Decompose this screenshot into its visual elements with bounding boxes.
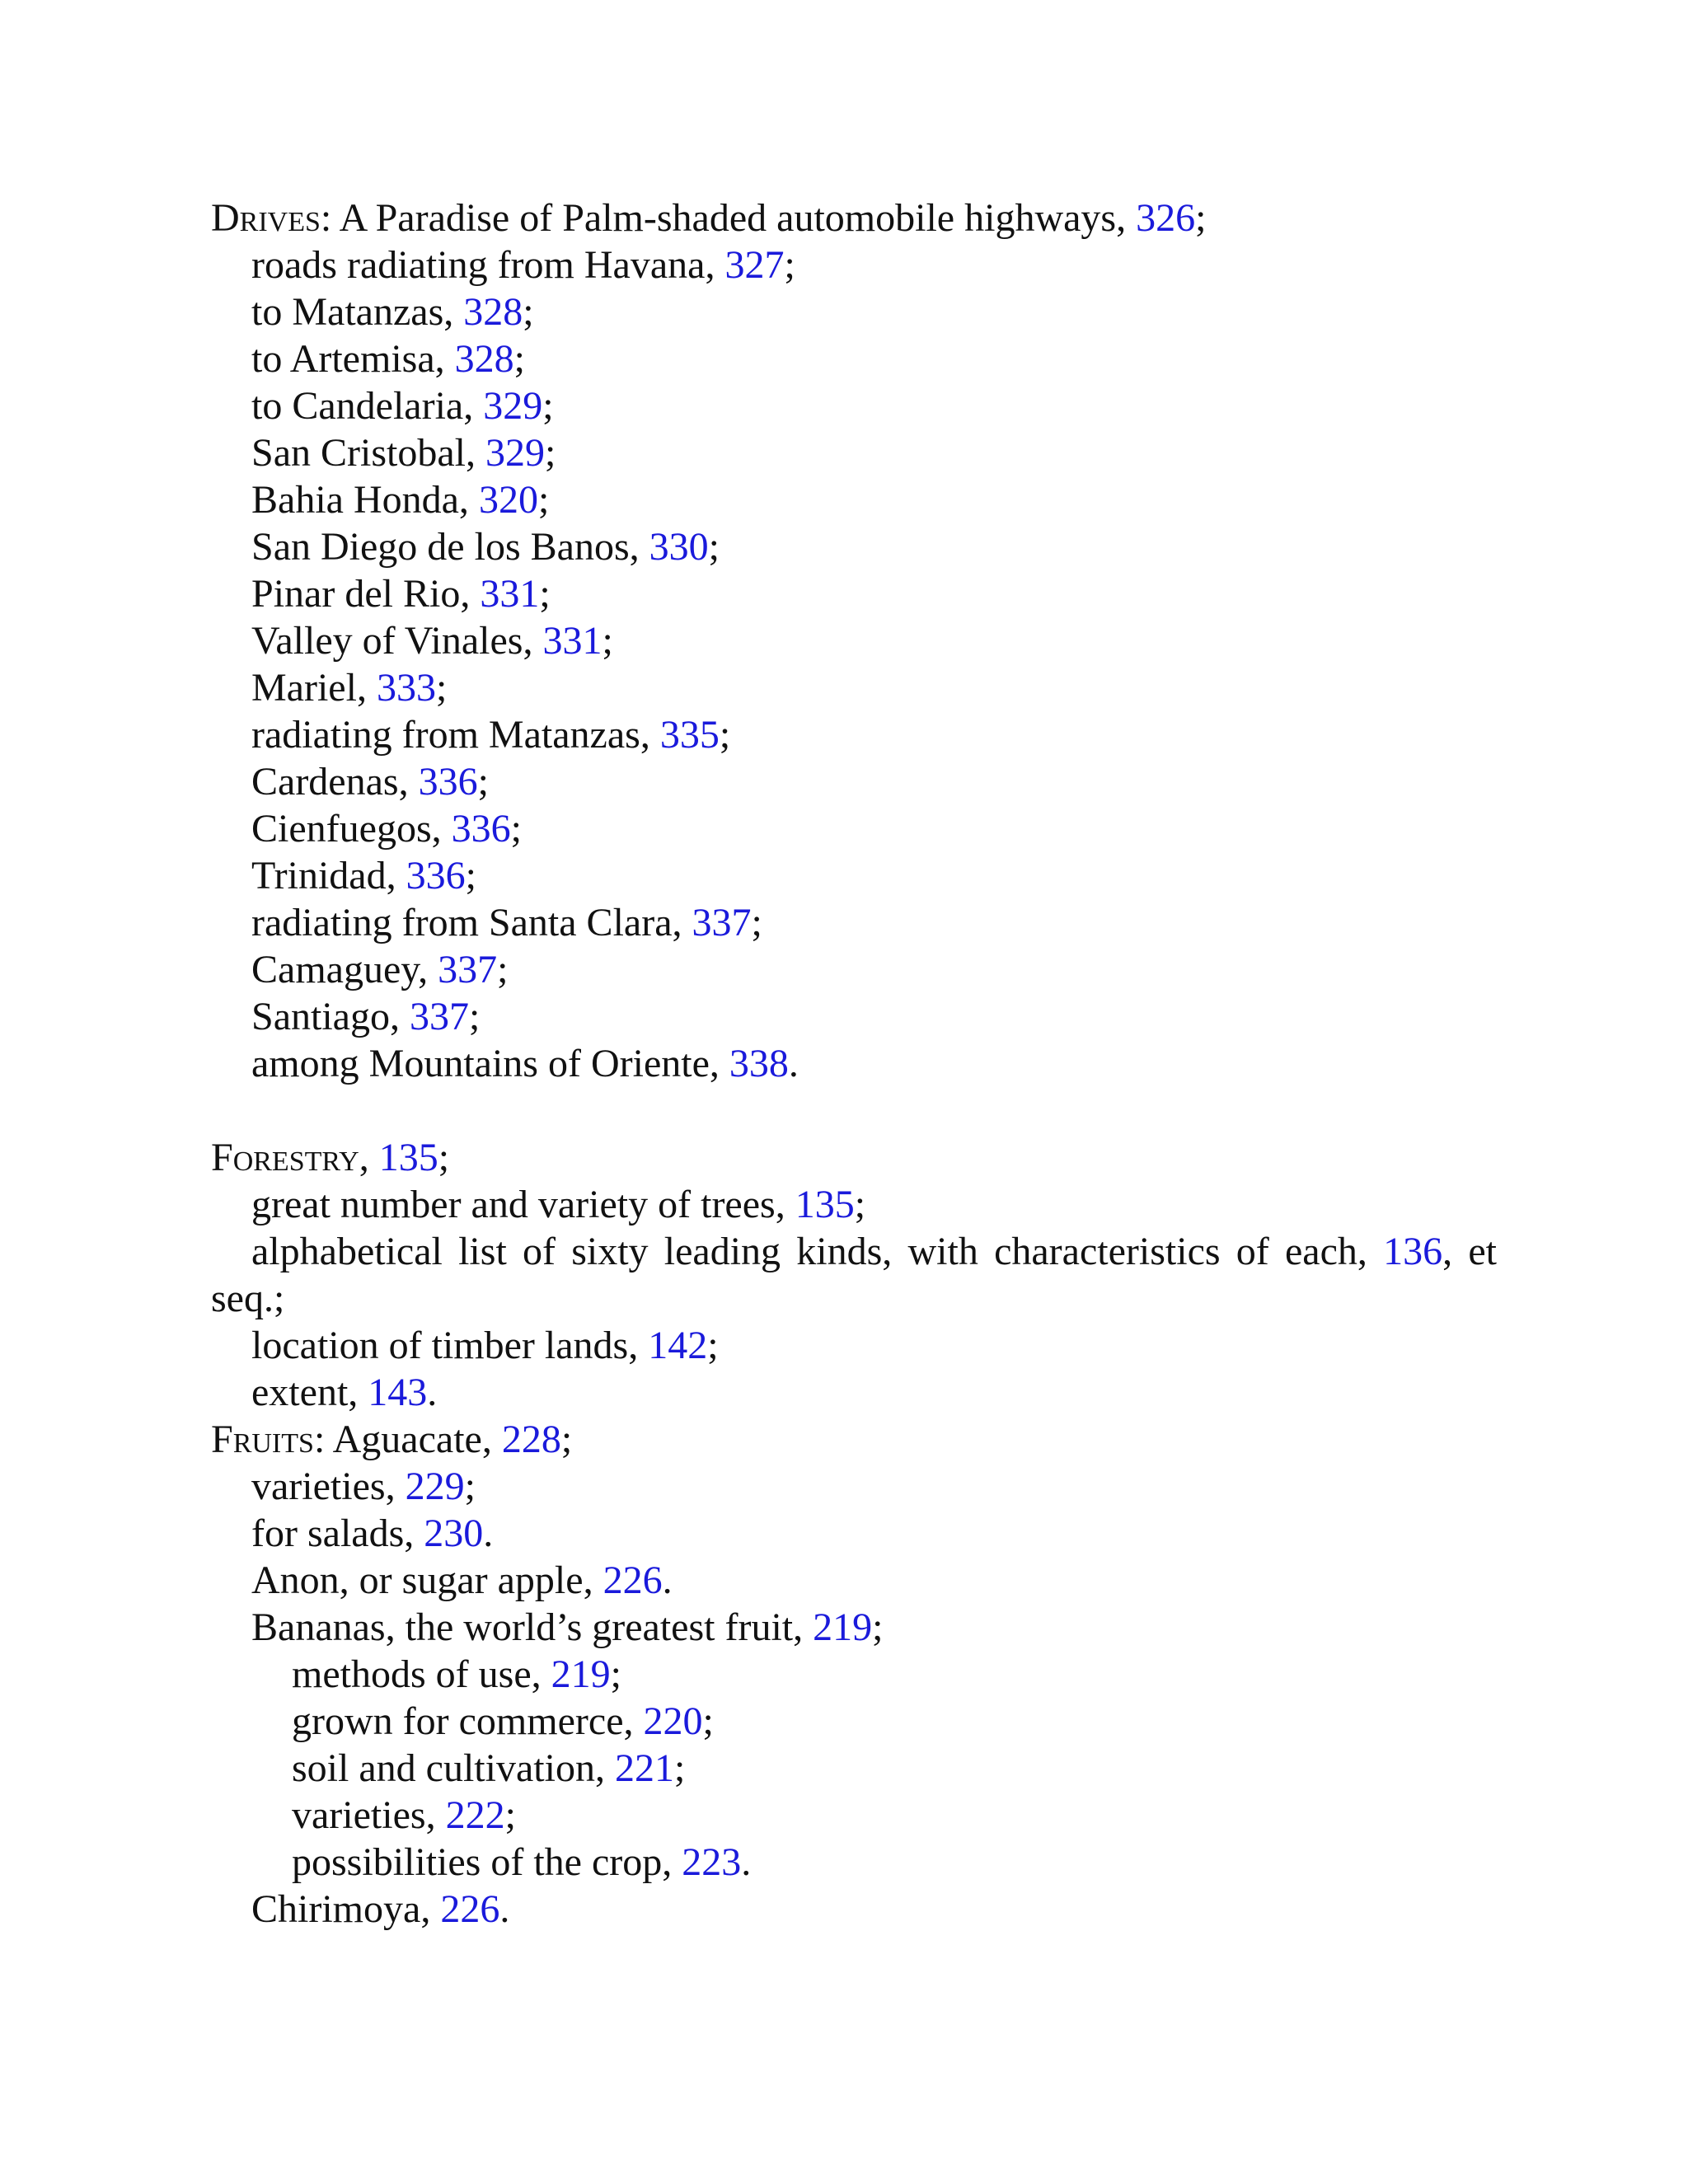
entry-text: San Cristobal,	[251, 431, 485, 475]
index-heading-drives	[211, 194, 1497, 241]
page-link[interactable]: 326	[1136, 196, 1196, 240]
punctuation: ;	[537, 478, 550, 522]
index-subentry	[211, 899, 1497, 946]
page-link[interactable]: 143	[368, 1371, 428, 1414]
punctuation: ;	[872, 1605, 884, 1649]
page-link[interactable]: 219	[813, 1605, 873, 1649]
index-subentry	[211, 993, 1497, 1040]
page-link[interactable]: 228	[501, 1418, 561, 1461]
punctuation: ;	[1195, 196, 1207, 240]
punctuation: :	[313, 1418, 333, 1461]
punctuation: ;	[602, 619, 613, 663]
index-subentry	[211, 1463, 1497, 1510]
index-subsubentry	[211, 1792, 1497, 1839]
page-link[interactable]: 335	[659, 713, 720, 757]
index-subentry	[211, 664, 1497, 711]
entry-text: Valley of Vinales,	[251, 619, 543, 663]
page-link[interactable]: 327	[724, 243, 785, 287]
index-heading-forestry	[211, 1134, 1497, 1181]
entry-text: San Diego de los Banos,	[251, 525, 649, 569]
page-link[interactable]: 135	[795, 1183, 855, 1226]
index-subentry	[211, 476, 1497, 523]
page-link[interactable]: 136	[1383, 1230, 1443, 1273]
entry-text: varieties,	[251, 1465, 406, 1508]
punctuation: ;	[523, 290, 534, 334]
heading-term: Fruits	[211, 1418, 314, 1461]
entry-text: location of timber lands,	[251, 1324, 649, 1367]
index-subentry	[211, 1557, 1497, 1604]
page-link[interactable]: 219	[551, 1652, 611, 1696]
entry-text: methods of use,	[292, 1652, 551, 1696]
punctuation: ,	[359, 1136, 379, 1179]
punctuation: .	[741, 1840, 752, 1884]
page-link[interactable]: 135	[378, 1136, 438, 1179]
punctuation: ;	[513, 337, 525, 381]
punctuation: ;	[435, 666, 448, 710]
punctuation: ;	[497, 948, 509, 991]
index-subsubentry	[211, 1651, 1497, 1698]
punctuation: .	[483, 1511, 494, 1555]
page-link[interactable]: 333	[376, 666, 436, 710]
page-link[interactable]: 336	[418, 760, 478, 804]
punctuation: .	[788, 1042, 799, 1085]
index-subsubentry	[211, 1698, 1497, 1745]
punctuation: ;	[510, 807, 522, 851]
entry-text: soil and cultivation,	[292, 1746, 615, 1790]
index-subentry	[211, 946, 1497, 993]
punctuation: ;	[751, 901, 762, 944]
page-link[interactable]: 328	[463, 290, 523, 334]
index-subentry	[211, 1369, 1497, 1416]
index-subentry	[211, 570, 1497, 617]
page-link[interactable]: 226	[440, 1887, 500, 1931]
punctuation: ;	[465, 854, 476, 898]
entry-text: extent,	[251, 1371, 368, 1414]
index-subentry	[211, 758, 1497, 805]
page-link[interactable]: 329	[483, 384, 543, 428]
entry-text: radiating from Matanzas,	[251, 713, 660, 757]
entry-text: to Artemisa,	[251, 337, 455, 381]
punctuation: ;	[702, 1699, 714, 1743]
entry-text: Chirimoya,	[251, 1887, 441, 1931]
page-link[interactable]: 338	[729, 1042, 789, 1085]
index-subentry	[211, 1181, 1497, 1228]
page-link[interactable]: 222	[445, 1793, 505, 1837]
punctuation: ;	[610, 1652, 621, 1696]
index-subsubentry	[211, 1745, 1497, 1792]
entry-text: Bananas, the world’s greatest fruit,	[251, 1605, 814, 1649]
entry-text: Camaguey,	[251, 948, 438, 991]
entry-text: Cienfuegos,	[251, 807, 452, 851]
index-subsubentry	[211, 1839, 1497, 1886]
index-subentry	[211, 523, 1497, 570]
page-link[interactable]: 329	[485, 431, 545, 475]
page-link[interactable]: 320	[478, 478, 538, 522]
entry-text: great number and variety of trees,	[251, 1183, 795, 1226]
index-page	[211, 194, 1497, 1933]
entry-text: roads radiating from Havana,	[251, 243, 725, 287]
punctuation: ;	[438, 1136, 450, 1179]
index-subentry	[211, 852, 1497, 899]
entry-text: Aguacate,	[332, 1418, 502, 1461]
punctuation: ;	[477, 760, 489, 804]
punctuation: ;	[719, 713, 731, 757]
page-link[interactable]: 337	[409, 995, 469, 1038]
index-subentry	[211, 241, 1497, 288]
index-subentry	[211, 617, 1497, 664]
entry-text: varieties,	[292, 1793, 446, 1837]
page-link[interactable]: 331	[542, 619, 603, 663]
page-link[interactable]: 220	[643, 1699, 703, 1743]
punctuation: ;	[468, 995, 481, 1038]
index-subentry	[211, 1886, 1497, 1933]
entry-text: radiating from Santa Clara,	[251, 901, 692, 944]
punctuation: ;	[854, 1183, 866, 1226]
entry-text: Pinar del Rio,	[251, 572, 481, 616]
page-link[interactable]: 226	[603, 1558, 663, 1602]
entry-text: alphabetical list of sixty leading kinds, with characteristics of each,	[251, 1230, 1384, 1273]
punctuation: ;	[708, 525, 720, 569]
page-link[interactable]: 336	[406, 854, 466, 898]
index-subentry	[211, 382, 1497, 429]
punctuation: ;	[707, 1324, 719, 1367]
page-link[interactable]: 330	[649, 525, 709, 569]
page-link[interactable]: 229	[405, 1465, 465, 1508]
heading-term: Forestry	[211, 1136, 359, 1179]
punctuation: ;	[673, 1746, 686, 1790]
punctuation: ;	[542, 384, 554, 428]
page-link[interactable]: 337	[692, 901, 752, 944]
page-link[interactable]: 223	[682, 1840, 742, 1884]
index-subentry	[211, 1510, 1497, 1557]
index-subentry	[211, 711, 1497, 758]
punctuation: , et seq.;	[211, 1230, 1498, 1320]
index-subentry	[211, 1322, 1497, 1369]
entry-text: Bahia Honda,	[251, 478, 479, 522]
entry-text: to Candelaria,	[251, 384, 484, 428]
index-subentry	[211, 1228, 1497, 1322]
entry-text: to Matanzas,	[251, 290, 464, 334]
section-spacer	[211, 1087, 1497, 1134]
index-subentry	[211, 1040, 1497, 1087]
punctuation: .	[662, 1558, 673, 1602]
page-link[interactable]: 328	[454, 337, 514, 381]
entry-text: among Mountains of Oriente,	[251, 1042, 729, 1085]
index-subentry	[211, 288, 1497, 335]
entry-text: for salads,	[251, 1511, 424, 1555]
page-link[interactable]: 336	[451, 807, 511, 851]
punctuation: :	[320, 196, 340, 240]
punctuation: ;	[504, 1793, 516, 1837]
entry-text: grown for commerce,	[292, 1699, 644, 1743]
punctuation: .	[499, 1887, 510, 1931]
page-link[interactable]: 331	[480, 572, 540, 616]
index-subentry	[211, 805, 1497, 852]
index-subentry	[211, 1604, 1497, 1651]
heading-term: Drives	[211, 196, 321, 240]
entry-text: Anon, or sugar apple,	[251, 1558, 603, 1602]
punctuation: ;	[464, 1465, 476, 1508]
entry-text: Mariel,	[251, 666, 377, 710]
punctuation: .	[427, 1371, 438, 1414]
page-link[interactable]: 142	[648, 1324, 708, 1367]
page-link[interactable]: 221	[614, 1746, 674, 1790]
page-link[interactable]: 230	[424, 1511, 484, 1555]
punctuation: ;	[545, 431, 556, 475]
punctuation: ;	[784, 243, 795, 287]
entry-text: Cardenas,	[251, 760, 419, 804]
punctuation: ;	[539, 572, 551, 616]
entry-text: A Paradise of Palm-shaded automobile highways,	[339, 196, 1137, 240]
page-link[interactable]: 337	[438, 948, 498, 991]
entry-text: possibilities of the crop,	[292, 1840, 682, 1884]
index-heading-fruits	[211, 1416, 1497, 1463]
entry-text: Trinidad,	[251, 854, 406, 898]
punctuation: ;	[560, 1418, 573, 1461]
index-subentry	[211, 335, 1497, 382]
entry-text: Santiago,	[251, 995, 410, 1038]
index-subentry	[211, 429, 1497, 476]
